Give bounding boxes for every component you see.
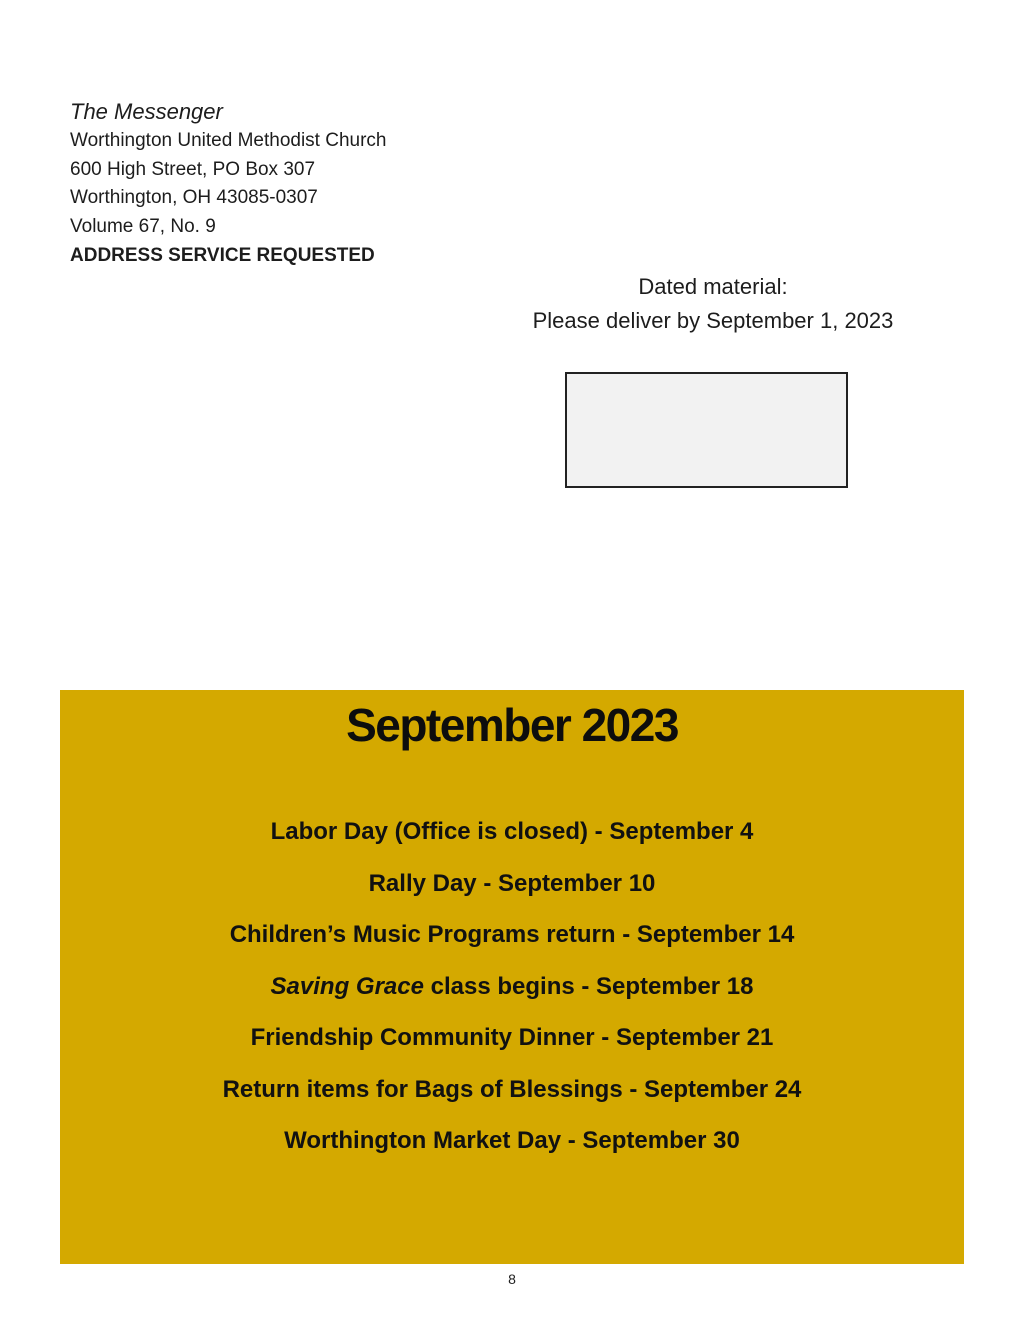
dated-material-notice <box>500 270 926 338</box>
volume-number: Volume 67, No. 9 <box>70 216 216 238</box>
events-list <box>60 806 964 1167</box>
event-item: Children’s Music Programs return - September 14 <box>229 921 795 948</box>
publication-title: The Messenger <box>70 99 223 124</box>
postage-box <box>565 372 848 488</box>
event-item: Worthington Market Day - September 30 <box>284 1127 740 1154</box>
page-number: 8 <box>508 1271 516 1287</box>
event-item: Return items for Bags of Blessings - September 24 <box>222 1075 802 1103</box>
city-state-zip: Worthington, OH 43085-0307 <box>70 187 318 209</box>
delivery-deadline: Please deliver by September 1, 2023 <box>532 308 894 333</box>
event-item: Labor Day (Office is closed) - September 4 <box>270 818 754 845</box>
events-title: September 2023 <box>346 699 678 751</box>
church-name: Worthington United Methodist Church <box>70 129 387 151</box>
event-item: Saving Grace class begins - September 18 <box>270 972 754 1000</box>
event-item: Friendship Community Dinner - September 21 <box>250 1024 774 1051</box>
event-item: Rally Day - September 10 <box>368 869 656 897</box>
return-address <box>70 98 386 271</box>
dated-material-label: Dated material: <box>638 274 788 299</box>
address-service-notice: ADDRESS SERVICE REQUESTED <box>70 244 375 266</box>
event-italic-title: Saving Grace <box>270 972 424 1000</box>
street-address: 600 High Street, PO Box 307 <box>70 158 316 180</box>
